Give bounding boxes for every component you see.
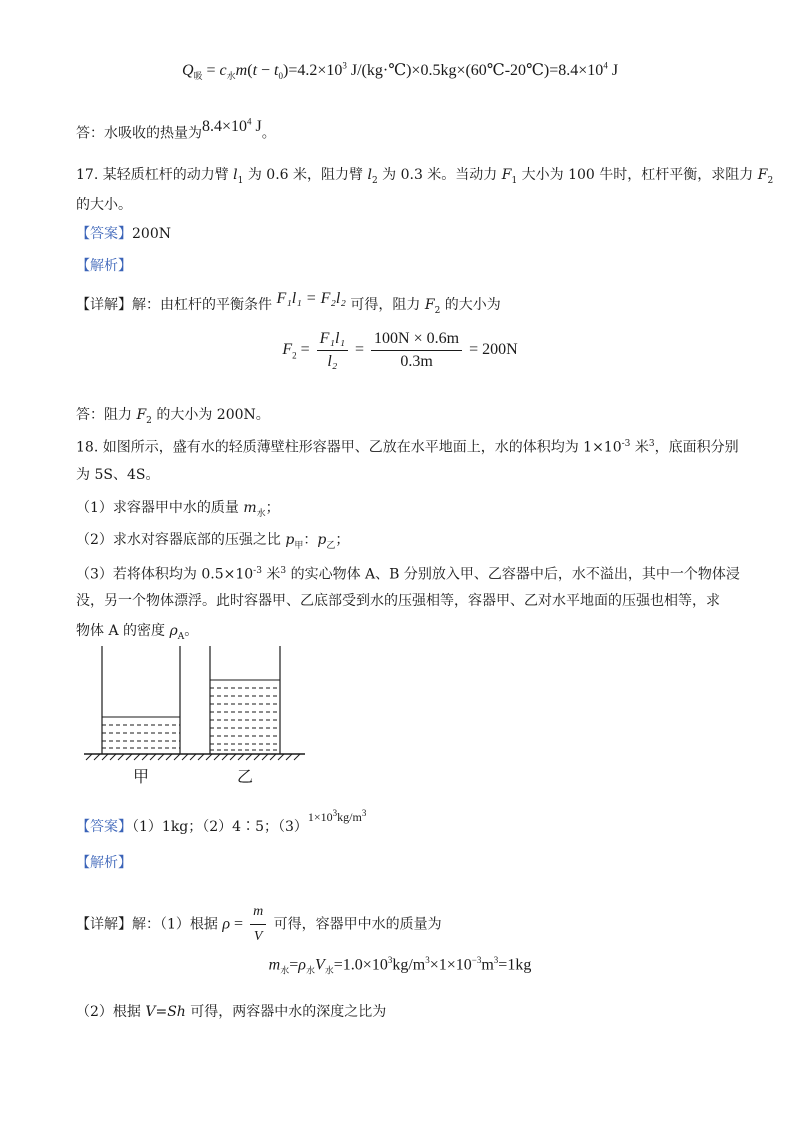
q18-sub1-m: m <box>243 500 257 516</box>
q18-mass-sup3: −3 <box>471 955 482 965</box>
eq-rest-sup: 3 <box>342 60 347 71</box>
heat-equation <box>0 60 800 82</box>
q18-answer-c: kg/m <box>337 810 362 824</box>
q17-detail <box>76 290 501 321</box>
q17-eq-equals: = <box>296 341 314 359</box>
ans16-value <box>202 118 262 135</box>
q18-sub1-m-sub: 水 <box>256 508 266 519</box>
q17-frac2-num: 100N × 0.6m <box>371 330 462 351</box>
q17-fraction-symbolic <box>317 330 348 371</box>
q17-force-equation <box>0 330 800 371</box>
q17-fraction-numeric <box>371 330 462 371</box>
q18-mass-eq-c: kg/m <box>392 956 426 974</box>
q18-part2-formula: V=Sh <box>145 1004 186 1020</box>
q18-detail-a: 解：（1）根据 <box>132 916 223 933</box>
q17-detail-c: 的大小为 <box>440 297 501 313</box>
ground <box>84 754 305 760</box>
q17-text-d: 大小为 100 牛时，杠杆平衡，求阻力 <box>517 167 758 183</box>
q17-l2: l <box>367 167 372 183</box>
q17-detail-tag: 【详解】 <box>76 297 132 313</box>
eq-c-sub: 水 <box>226 71 236 82</box>
q18-sub3-rho: ρ <box>169 623 178 639</box>
q17-frac1-den: l₂ <box>327 353 338 370</box>
ans16-value-sup: 4 <box>247 117 252 127</box>
q18-mass-equation <box>0 955 800 977</box>
eq-paren: ( <box>247 62 253 79</box>
q18-stem-line2: 为 5S、4S。 <box>76 467 160 483</box>
q18-sub1-text: （1）求容器甲中水的质量 <box>76 500 244 516</box>
q18-sub3-c: 的实心物体 A、B 分别放入甲、乙容器中后，水不溢出，其中一个物体浸 <box>286 566 740 583</box>
q18-answer-tag: 【答案】 <box>76 819 132 835</box>
q18-mass-sup1: 3 <box>387 955 393 965</box>
q17-detail-a: 解：由杠杆的平衡条件 <box>132 297 277 313</box>
q18-mass-m: m <box>268 956 281 974</box>
q18-sub3-line3-a: 物体 A 的密度 <box>76 623 170 639</box>
ans16-prefix: 答：水吸收的热量为 <box>76 125 202 142</box>
q17-eq-F: F <box>282 341 293 359</box>
q18-answer-b: 1×10 <box>307 810 333 824</box>
q18-mass-eq-f: =1kg <box>498 956 532 974</box>
label-jia: 甲 <box>132 767 150 786</box>
containers-figure <box>80 640 320 790</box>
q18-mass-eq-e: m <box>481 956 494 974</box>
q17-F1-sub: 1 <box>511 175 518 186</box>
q18-part2-a: （2）根据 <box>76 1004 146 1020</box>
q17-conclusion <box>76 405 270 431</box>
q17-answer-value: 200N <box>132 226 171 242</box>
q18-stem-sup: -3 <box>621 439 631 449</box>
q18-rho: ρ <box>222 915 231 933</box>
q18-detail <box>76 902 442 947</box>
q18-sub3-line2: 没，另一个物体漂浮。此时容器甲、乙底部受到水的压强相等，容器甲、乙对水平地面的压强也相等，求 <box>76 593 720 609</box>
q18-mass-sup2: 3 <box>425 955 430 965</box>
eq-m: m <box>235 62 248 79</box>
q17-detail-F-sub: 2 <box>434 305 441 316</box>
q17-frac2-den: 0.3m <box>400 353 433 370</box>
q17-conclusion-b: 的大小为 200N。 <box>151 407 270 423</box>
q18-sub3-a: （3）若将体积均为 0.5×10 <box>76 566 254 583</box>
container-yi <box>210 646 280 754</box>
q17-answer-tag: 【答案】 <box>76 226 132 242</box>
container-jia <box>102 646 180 754</box>
q18-sub2-end: ； <box>335 532 350 548</box>
q17-conclusion-F: F <box>136 407 147 423</box>
q18-answer-density <box>308 810 366 824</box>
eq-q-equals: = <box>202 62 220 79</box>
q18-part2-b: 可得，两容器中水的深度之比为 <box>185 1004 387 1020</box>
eq-rest: =4.2×10 <box>288 62 343 79</box>
q18-frac-num: m <box>250 902 266 925</box>
q17-stem-line2: 的大小。 <box>76 197 132 213</box>
q18-answer <box>76 808 367 837</box>
q18-sub2-p2-sub: 乙 <box>326 540 336 551</box>
q18-mass-rho: ρ <box>298 956 306 974</box>
q18-mass-rho-sub: 水 <box>305 965 315 976</box>
q17-eq-result: = 200N <box>465 341 518 359</box>
q18-part2 <box>76 1002 386 1022</box>
q18-stem-a: 18. 如图所示，盛有水的轻质薄壁柱形容器甲、乙放在水平地面上，水的体积均为 1×10 <box>76 439 622 456</box>
q18-answer-a: （1）1kg；（2）4∶5；（3） <box>132 819 308 835</box>
q18-answer-sup2: 3 <box>361 808 367 818</box>
q17-detail-F: F <box>424 297 435 313</box>
q17-l1-sub: 1 <box>237 175 244 186</box>
q18-sub3-sup2: 3 <box>280 566 287 576</box>
q17-F1: F <box>501 167 512 183</box>
q18-mass-eq-d: ×1×10 <box>429 956 472 974</box>
q18-detail-tag: 【详解】 <box>76 916 132 933</box>
q18-sub3-line1 <box>76 561 740 585</box>
q18-stem-c: ，底面积分别 <box>654 439 739 456</box>
q17-l2-sub: 2 <box>371 175 378 186</box>
q17-text-a: 17. 某轻质杠杆的动力臂 <box>76 167 234 183</box>
eq-minus: − <box>257 62 275 79</box>
q17-eq-F-sub: 2 <box>292 350 297 361</box>
q17-stem-line1 <box>76 165 773 191</box>
water-jia <box>102 717 180 748</box>
q18-frac-den: V <box>253 929 263 944</box>
q17-F2: F <box>757 167 768 183</box>
q18-analysis-tag: 【解析】 <box>76 855 132 871</box>
q17-conclusion-F-sub: 2 <box>146 415 152 426</box>
q18-sub2-p1-sub: 甲 <box>294 540 304 551</box>
eq-rest2-sup: 4 <box>603 60 608 71</box>
ans16-value-base: 8.4×10 <box>202 118 248 136</box>
q17-text-b: 为 0.6 米，阻力臂 <box>243 167 368 183</box>
ans16-unit: J <box>251 118 262 136</box>
q18-mass-eq-a: = <box>289 956 299 974</box>
q18-mass-m-sub: 水 <box>280 965 290 976</box>
q18-sub2-text: （2）求水对容器底部的压强之比 <box>76 532 286 548</box>
q17-detail-b: 可得，阻力 <box>345 297 425 313</box>
label-yi: 乙 <box>236 767 254 786</box>
q18-sub1-end: ； <box>265 500 280 516</box>
q18-mass-eq-b: =1.0×10 <box>333 956 388 974</box>
q17-F2-sub: 2 <box>767 175 774 186</box>
q17-l1: l <box>233 167 238 183</box>
q18-sub1 <box>76 498 280 524</box>
q18-mass-V: V <box>314 956 325 974</box>
q18-sub2-colon: ： <box>303 532 318 548</box>
q17-balance-condition: F₁l₁ = F₂l₂ <box>276 290 346 307</box>
q17-answer <box>76 224 171 244</box>
q18-stem-line1 <box>76 434 739 458</box>
q18-sub3-rho-sub: A <box>177 631 185 642</box>
q18-mass-V-sub: 水 <box>324 965 334 976</box>
eq-rest3: J <box>607 62 619 79</box>
q18-rho-eq: = <box>230 915 248 933</box>
eq-t: t <box>252 62 258 79</box>
q18-sub3-b: 米 <box>261 566 281 583</box>
water-yi <box>210 680 280 750</box>
eq-t0: t <box>274 62 279 79</box>
q18-stem-b: 米 <box>630 439 649 456</box>
q18-stem-sup2: 3 <box>648 439 655 449</box>
q17-conclusion-a: 答：阻力 <box>76 407 137 423</box>
eq-t0-sub: 0 <box>278 71 283 82</box>
eq-q-sub: 吸 <box>193 71 203 82</box>
eq-rest2: J/(kg·℃)×0.5kg×(60℃-20℃)=8.4×10 <box>346 62 604 79</box>
q18-sub3-end: 。 <box>184 623 199 639</box>
q18-sub3-sup: -3 <box>253 566 262 576</box>
q18-mass-sup4: 3 <box>493 955 499 965</box>
q18-sub2-p2: p <box>317 532 327 548</box>
q18-detail-b: 可得，容器甲中水的质量为 <box>269 916 442 933</box>
q18-answer-sup: 3 <box>332 808 338 818</box>
q18-sub2 <box>76 530 349 556</box>
eq-c: c <box>219 62 227 79</box>
eq-q-symbol: Q <box>181 62 194 79</box>
q17-analysis-tag: 【解析】 <box>76 258 132 274</box>
eq-paren-close: ) <box>283 62 289 79</box>
answer-16 <box>76 118 276 143</box>
ans16-end: 。 <box>261 125 276 142</box>
q18-sub2-p1: p <box>285 532 295 548</box>
q17-eq-equals-2: = <box>351 341 369 359</box>
q17-frac1-num: F₁l₁ <box>317 330 348 351</box>
q17-text-c: 为 0.3 米。当动力 <box>377 167 502 183</box>
q18-density-fraction <box>250 902 266 947</box>
